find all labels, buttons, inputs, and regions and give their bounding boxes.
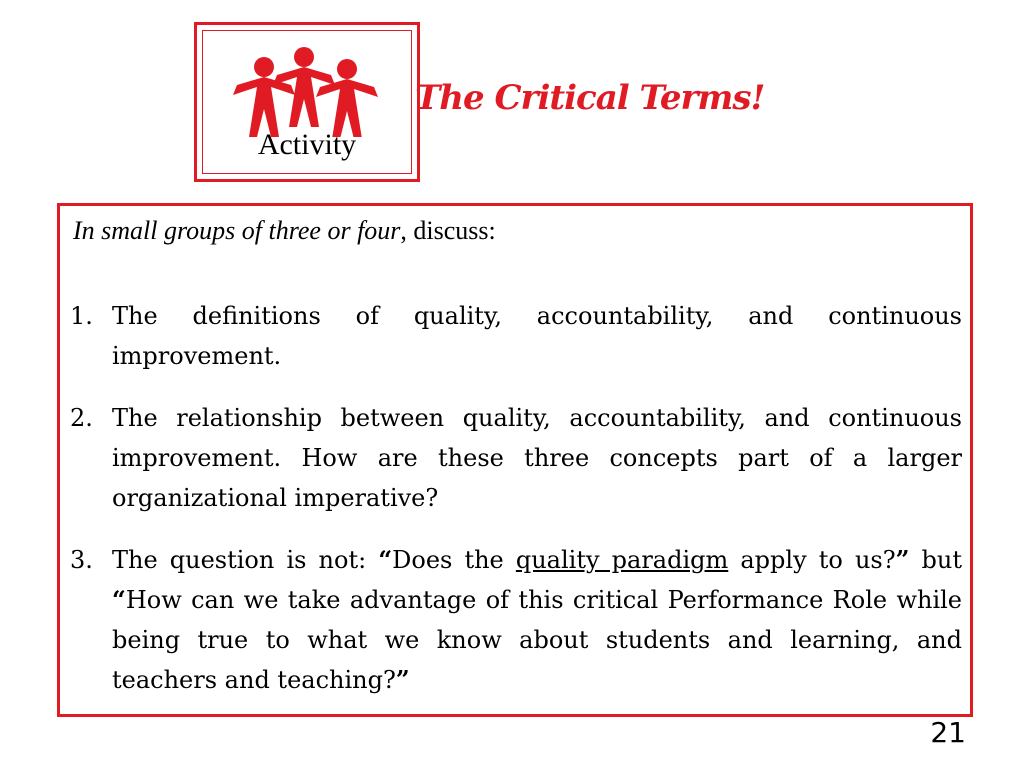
item-number: 1. — [70, 302, 93, 330]
close-quote-2: ” — [395, 665, 410, 694]
close-quote: ” — [895, 545, 910, 574]
item-text-part5: How can we take advantage of this critical Performance Role while being true to what we know about students and learning, and teachers and teaching? — [112, 586, 962, 694]
item-text: The definitions of quality, accountability, and continuous improvement. — [112, 302, 962, 370]
item-text: The relationship between quality, accountability, and continuous improvement. How are these three concepts part of a larger organizational imperative? — [112, 404, 962, 512]
slide-title: The Critical Terms! — [415, 78, 765, 118]
list-item — [70, 540, 962, 700]
activity-badge — [194, 22, 420, 182]
item-text-part3: apply to us? — [728, 546, 896, 574]
activity-label: Activity — [257, 128, 357, 161]
item-text-part2: Does the — [392, 546, 516, 574]
discussion-panel — [57, 203, 973, 717]
list-item — [70, 296, 962, 376]
discussion-list — [70, 296, 962, 722]
list-item — [70, 398, 962, 518]
item-text-part4: but — [909, 546, 962, 574]
item-number: 2. — [70, 404, 93, 432]
open-quote: “ — [378, 545, 393, 574]
item-text-part1: The question is not: — [112, 546, 379, 574]
people-group-icon — [219, 37, 389, 137]
intro-text — [73, 216, 496, 246]
intro-italic: In small groups of three or four — [73, 216, 401, 245]
page-number: 21 — [930, 716, 966, 749]
open-quote-2: “ — [112, 585, 126, 614]
item-number: 3. — [70, 546, 93, 574]
quality-paradigm-term: quality paradigm — [515, 546, 729, 574]
intro-rest: , discuss: — [400, 216, 496, 245]
